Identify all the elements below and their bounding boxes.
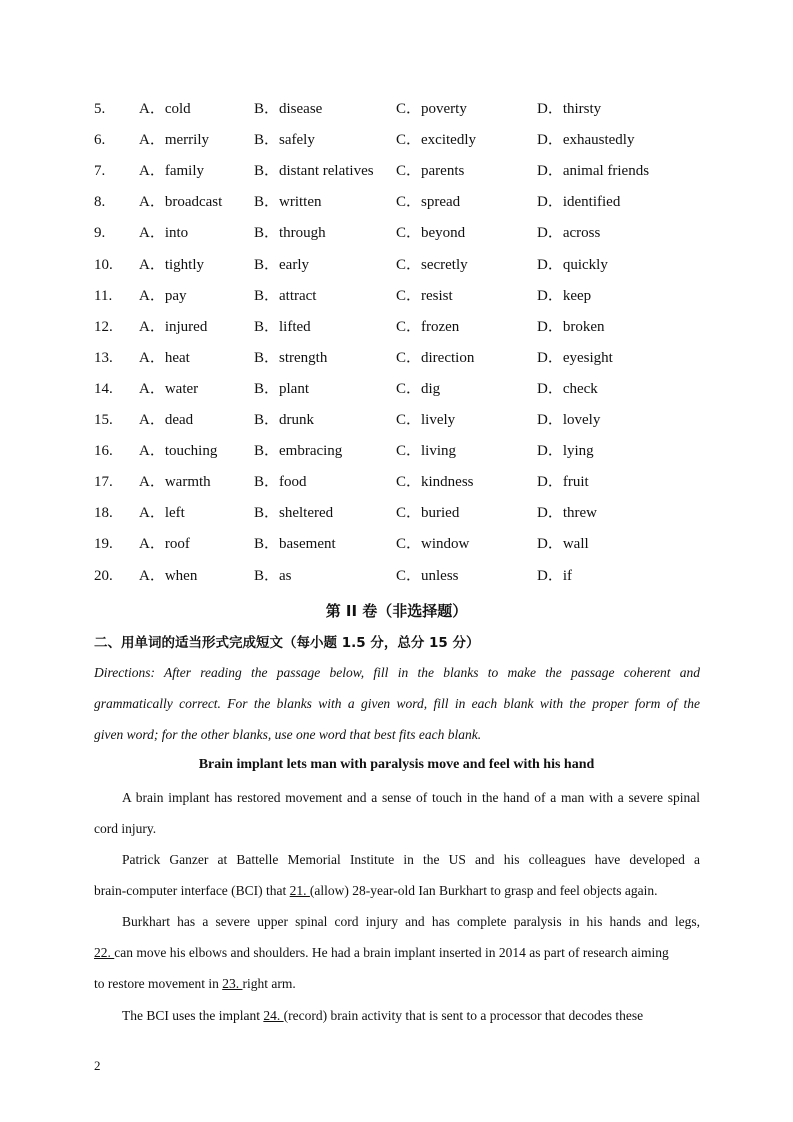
option-a: A．heat bbox=[139, 349, 190, 366]
directions-line: given word; for the other blanks, use one word that best fits each blank. bbox=[94, 727, 482, 742]
option-a: A．injured bbox=[139, 318, 208, 335]
option-c: C．poverty bbox=[396, 101, 467, 117]
paragraph-2 bbox=[94, 844, 700, 906]
question-number: 5. bbox=[94, 101, 106, 117]
option-a: A．when bbox=[139, 567, 198, 584]
question-row bbox=[0, 506, 793, 537]
option-b: B．strength bbox=[254, 349, 328, 366]
paragraph-4 bbox=[94, 1000, 700, 1031]
question-number: 9. bbox=[94, 225, 106, 242]
option-a: A．water bbox=[139, 380, 199, 397]
option-d: D．identified bbox=[537, 194, 621, 211]
question-row bbox=[0, 351, 793, 382]
option-d: D．check bbox=[537, 380, 598, 397]
option-b: B．sheltered bbox=[254, 505, 334, 522]
option-a: A．warmth bbox=[139, 474, 211, 491]
option-d: D．animal friends bbox=[537, 163, 650, 180]
question-number: 12. bbox=[94, 318, 113, 335]
paragraph-line: A brain implant has restored movement and a sense of touch in the hand of a man with a severe spinal bbox=[122, 790, 700, 805]
option-b: B．distant relatives bbox=[254, 163, 374, 180]
option-a: A．merrily bbox=[139, 132, 209, 149]
option-a: A．broadcast bbox=[139, 194, 223, 211]
option-a: A．roof bbox=[139, 536, 190, 553]
part-heading: 二、用单词的适当形式完成短文（每小题 1.5 分，总分 15 分） bbox=[94, 635, 480, 651]
option-a: A．left bbox=[139, 505, 185, 522]
question-number: 7. bbox=[94, 163, 106, 180]
question-number: 17. bbox=[94, 474, 113, 491]
option-a: A．cold bbox=[139, 101, 191, 117]
option-c: C．secretly bbox=[396, 256, 468, 273]
option-b: B．attract bbox=[254, 287, 317, 304]
option-b: B．early bbox=[254, 256, 309, 273]
option-c: C．living bbox=[396, 443, 457, 460]
question-number: 8. bbox=[94, 194, 106, 211]
option-d: D．quickly bbox=[537, 256, 608, 273]
paragraph-line: Patrick Ganzer at Battelle Memorial Institute in the US and his colleagues have developed a bbox=[122, 852, 700, 867]
option-c: C．frozen bbox=[396, 318, 460, 335]
question-row bbox=[0, 164, 793, 195]
paragraph-line: Burkhart has a severe upper spinal cord injury and has complete paralysis in his hands and legs, bbox=[122, 914, 700, 929]
option-b: B．as bbox=[254, 567, 292, 584]
option-b: B．embracing bbox=[254, 443, 343, 460]
section-title: 第 II 卷（非选择题） bbox=[325, 602, 468, 620]
option-c: C．kindness bbox=[396, 474, 474, 491]
page-number: 2 bbox=[94, 1058, 101, 1073]
question-row bbox=[0, 320, 793, 351]
option-d: D．lovely bbox=[537, 412, 601, 428]
article-title: Brain implant lets man with paralysis move and feel with his hand bbox=[198, 757, 595, 772]
option-d: D．wall bbox=[537, 536, 589, 553]
question-number: 10. bbox=[94, 256, 113, 273]
option-a: A．touching bbox=[139, 443, 218, 460]
question-row bbox=[0, 226, 793, 257]
option-b: B．plant bbox=[254, 380, 309, 397]
option-c: C．beyond bbox=[396, 225, 466, 242]
directions-line: Directions: After reading the passage below, fill in the blanks to make the passage coherent and bbox=[94, 665, 700, 680]
option-b: B．drunk bbox=[254, 412, 315, 428]
option-b: B．written bbox=[254, 194, 322, 211]
question-row bbox=[0, 413, 793, 444]
option-d: D．lying bbox=[537, 443, 594, 460]
option-a: A．tightly bbox=[139, 256, 205, 273]
question-row bbox=[0, 258, 793, 289]
option-b: B．food bbox=[254, 474, 307, 491]
question-row bbox=[0, 569, 793, 600]
option-d: D．fruit bbox=[537, 474, 589, 491]
option-c: C．buried bbox=[396, 505, 460, 522]
option-a: A．pay bbox=[139, 287, 187, 304]
option-d: D．threw bbox=[537, 505, 597, 522]
option-a: A．into bbox=[139, 225, 189, 242]
blank-21: 21. bbox=[289, 883, 310, 898]
option-d: D．eyesight bbox=[537, 349, 613, 366]
question-number: 11. bbox=[94, 287, 113, 304]
question-number: 19. bbox=[94, 536, 113, 553]
option-c: C．dig bbox=[396, 380, 441, 397]
question-row bbox=[0, 475, 793, 506]
option-b: B．safely bbox=[254, 132, 315, 149]
directions-line: grammatically correct. For the blanks with a given word, fill in each blank with the proper form of the bbox=[94, 696, 700, 711]
option-d: D．exhaustedly bbox=[537, 132, 635, 149]
option-c: C．direction bbox=[396, 349, 475, 366]
option-d: D．thirsty bbox=[537, 101, 602, 117]
paragraph-line: to restore movement in 23. right arm. bbox=[94, 976, 296, 991]
question-row bbox=[0, 289, 793, 320]
question-row bbox=[0, 444, 793, 475]
option-c: C．unless bbox=[396, 567, 459, 584]
blank-23: 23. bbox=[222, 976, 243, 991]
question-row bbox=[0, 195, 793, 226]
question-number: 16. bbox=[94, 443, 113, 460]
question-row bbox=[0, 537, 793, 568]
option-c: C．excitedly bbox=[396, 132, 476, 149]
option-d: D．if bbox=[537, 567, 572, 584]
paragraph-1 bbox=[94, 782, 700, 844]
option-d: D．broken bbox=[537, 318, 605, 335]
option-a: A．family bbox=[139, 163, 204, 180]
option-b: B．lifted bbox=[254, 318, 311, 335]
question-row bbox=[0, 133, 793, 164]
option-c: C．resist bbox=[396, 287, 453, 304]
option-d: D．across bbox=[537, 225, 601, 242]
paragraph-line: cord injury. bbox=[94, 821, 157, 836]
question-number: 15. bbox=[94, 412, 113, 428]
option-c: C．lively bbox=[396, 412, 456, 428]
question-number: 6. bbox=[94, 132, 106, 149]
option-c: C．parents bbox=[396, 163, 465, 180]
paragraph-3 bbox=[94, 906, 700, 999]
question-row bbox=[0, 102, 793, 133]
blank-22: 22. bbox=[94, 945, 115, 960]
option-d: D．keep bbox=[537, 287, 592, 304]
question-number: 14. bbox=[94, 380, 113, 397]
directions bbox=[94, 657, 700, 750]
question-number: 13. bbox=[94, 349, 113, 366]
option-b: B．basement bbox=[254, 536, 336, 553]
question-number: 18. bbox=[94, 505, 113, 522]
option-a: A．dead bbox=[139, 412, 194, 428]
option-b: B．disease bbox=[254, 101, 323, 117]
option-b: B．through bbox=[254, 225, 326, 242]
blank-24: 24. bbox=[263, 1008, 284, 1023]
paragraph-line: brain-computer interface (BCI) that 21. (allow) 28-year-old Ian Burkhart to grasp and feel objects again. bbox=[94, 883, 658, 898]
paragraph-line: 22. can move his elbows and shoulders. He had a brain implant inserted in 2014 as part of research aiming bbox=[94, 945, 669, 960]
option-c: C．spread bbox=[396, 194, 461, 211]
question-row bbox=[0, 382, 793, 413]
question-number: 20. bbox=[94, 567, 113, 584]
paragraph-line: The BCI uses the implant 24. (record) brain activity that is sent to a processor that decodes these bbox=[122, 1008, 644, 1023]
option-c: C．window bbox=[396, 536, 470, 553]
